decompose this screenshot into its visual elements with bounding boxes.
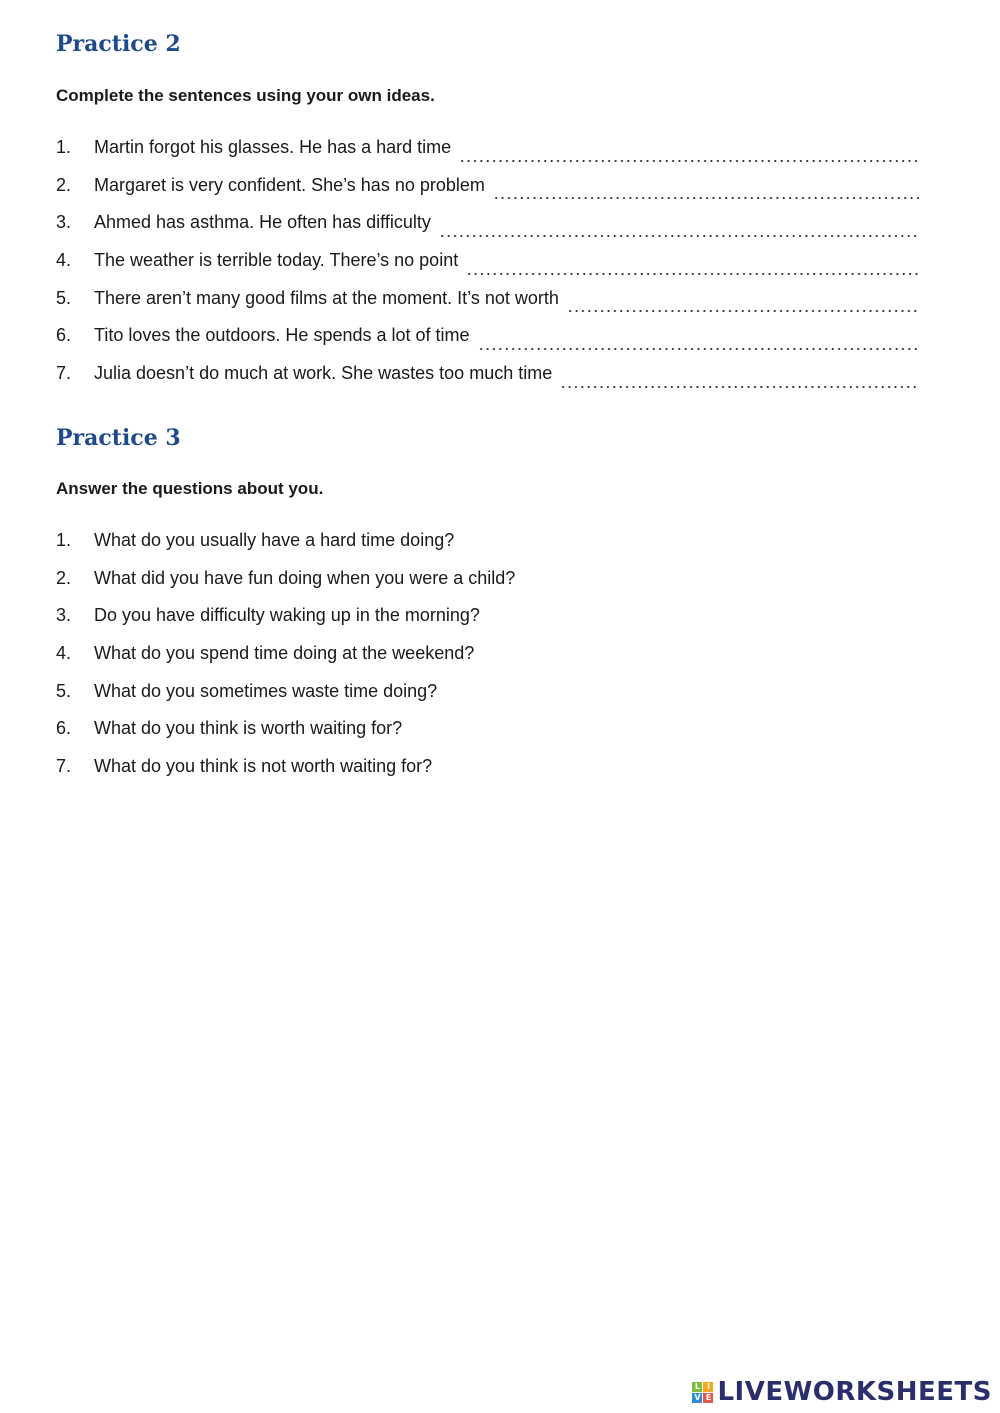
item-number: 4. — [56, 250, 72, 271]
sentence-item — [56, 362, 920, 400]
practice-3-title: Practice 3 — [56, 425, 181, 451]
logo-letter-l: L — [692, 1382, 702, 1392]
sentence-text: Tito loves the outdoors. He spends a lot of time — [94, 325, 470, 346]
sentence-item — [56, 287, 920, 325]
question-item — [56, 604, 920, 642]
practice-2-instruction: Complete the sentences using your own ideas. — [56, 86, 435, 105]
practice-3-list — [56, 529, 920, 793]
sentence-item — [56, 324, 920, 362]
sentence-text: Martin forgot his glasses. He has a hard time — [94, 137, 452, 157]
question-text: What do you think is worth waiting for? — [94, 718, 403, 739]
liveworksheets-grid-icon — [692, 1382, 713, 1403]
logo-letter-e: E — [703, 1393, 713, 1403]
item-number: 3. — [56, 605, 72, 626]
sentence-text: Ahmed has asthma. He often has difficulty — [94, 212, 431, 233]
liveworksheets-logo — [692, 1377, 992, 1407]
answer-blank[interactable] — [459, 159, 920, 163]
practice-2-section — [56, 30, 920, 384]
question-item — [56, 680, 920, 718]
question-text: What do you spend time doing at the weekend? — [94, 643, 475, 664]
sentence-text: Julia doesn’t do much at work. She wastes too much time — [94, 363, 553, 384]
sentence-text: Margaret is very confident. She’s has no problem — [94, 174, 485, 195]
sentence-item — [56, 211, 920, 249]
liveworksheets-wordmark: LIVEWORKSHEETS — [717, 1377, 992, 1407]
sentence-item — [56, 249, 920, 287]
answer-blank[interactable] — [466, 272, 920, 276]
item-number: 1. — [56, 137, 72, 157]
item-number: 2. — [56, 567, 72, 588]
item-number: 5. — [56, 287, 72, 308]
item-number: 4. — [56, 643, 72, 664]
sentence-item — [56, 174, 920, 212]
question-text: What do you think is not worth waiting for? — [94, 756, 433, 777]
question-item — [56, 717, 920, 755]
question-item — [56, 755, 920, 793]
item-number: 6. — [56, 325, 72, 346]
answer-blank[interactable] — [493, 196, 920, 200]
practice-3-section — [56, 424, 920, 777]
question-item — [56, 567, 920, 605]
logo-letter-i: I — [703, 1382, 713, 1392]
item-number: 7. — [56, 363, 72, 384]
question-item — [56, 529, 920, 567]
item-number: 6. — [56, 718, 72, 739]
sentence-item — [56, 136, 920, 174]
sentence-text: There aren’t many good films at the moment. It’s not worth — [94, 287, 559, 308]
item-number: 5. — [56, 680, 72, 701]
item-number: 7. — [56, 756, 72, 777]
answer-blank[interactable] — [560, 385, 920, 389]
question-text: What do you usually have a hard time doing? — [94, 530, 455, 550]
answer-blank[interactable] — [567, 309, 920, 313]
sentence-text: The weather is terrible today. There’s no point — [94, 250, 459, 271]
practice-2-list — [56, 136, 920, 400]
question-item — [56, 642, 920, 680]
question-text: Do you have difficulty waking up in the morning? — [94, 605, 480, 626]
answer-blank[interactable] — [439, 234, 920, 238]
question-text: What do you sometimes waste time doing? — [94, 680, 438, 701]
logo-letter-v: V — [694, 1392, 701, 1402]
question-text: What did you have fun doing when you were a child? — [94, 567, 516, 588]
item-number: 1. — [56, 530, 72, 550]
practice-3-instruction: Answer the questions about you. — [56, 479, 324, 498]
answer-blank[interactable] — [478, 347, 920, 351]
practice-2-title: Practice 2 — [56, 31, 181, 57]
item-number: 2. — [56, 174, 72, 195]
item-number: 3. — [56, 212, 72, 233]
